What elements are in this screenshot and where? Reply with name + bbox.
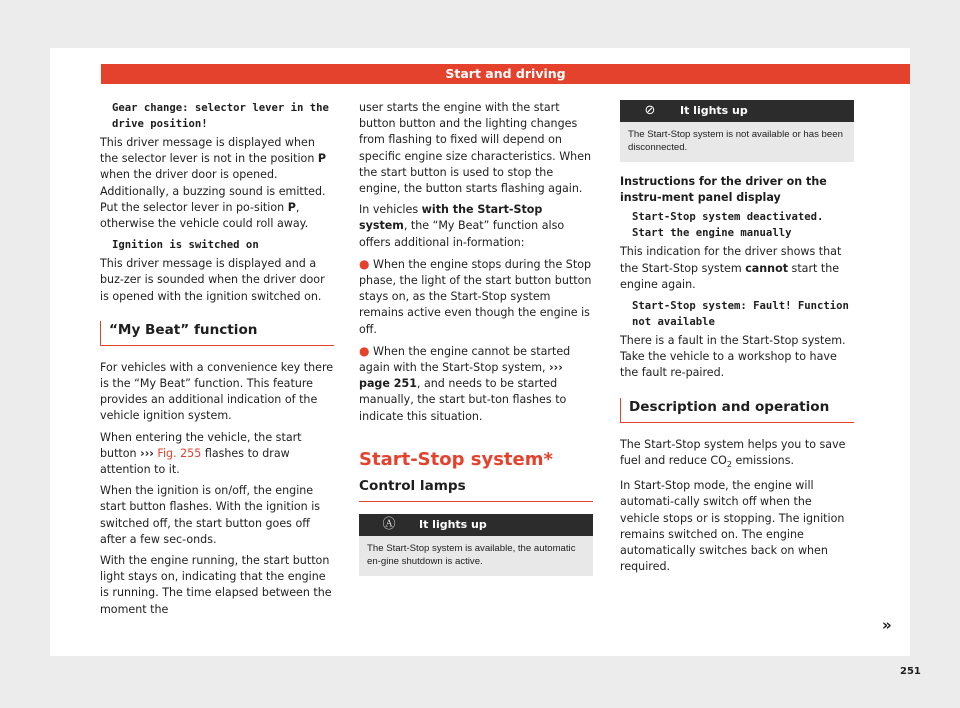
paragraph: For vehicles with a convenience key there is the “My Beat” function. This feature provides an additional indication of the vehicle ignition system. (100, 360, 334, 423)
control-lamp-header: ⊘ It lights up (620, 100, 854, 122)
continued-arrow-icon: » (882, 616, 892, 634)
control-lamp-description: The Start-Stop system is available, the automatic en-gine shutdown is active. (359, 536, 593, 576)
list-item: ● When the engine cannot be started again with the Start-Stop system, ››› page 251, and needs to be started manually, the start but-ton flashes to indicate this situation. (359, 343, 571, 423)
driver-message-gear-change: Gear change: selector lever in the drive position! (112, 102, 329, 130)
subsection-title-control-lamps: Control lamps (359, 477, 593, 502)
list-item: ● When the engine stops during the Stop phase, the light of the start button button stays on, as the Start-Stop system remains active even though the engine is off. (359, 256, 592, 336)
instructions-title: Instructions for the driver on the instru-ment panel display (620, 175, 827, 205)
paragraph: user starts the engine with the start button button and the lighting changes from flashing to fixed will depend on specific engine size characteristics. When the start button is used to stop the engine, the button starts flashing again. (359, 101, 592, 196)
driver-message-ignition: Ignition is switched on (112, 239, 259, 252)
paragraph: When the ignition is on/off, the engine start button flashes. With the ignition is switched off, the start button goes off after a few sec-onds. (100, 484, 321, 546)
paragraph: This driver message is displayed when the selector lever is not in the position P when the driver door is opened. Additionally, a buzzing sound is emitted. Put the selector lever in po-sition P, otherwise the vehicle could roll away. (100, 136, 327, 231)
paragraph: In vehicles with the Start-Stop system, the “My Beat” function also offers additional in-formation: (359, 203, 565, 249)
section-heading-my-beat: “My Beat” function (100, 321, 334, 346)
page (50, 48, 921, 677)
bullet-icon: ● (359, 256, 370, 271)
column-1 (100, 100, 334, 623)
chapter-header: Start and driving (101, 64, 910, 84)
section-title-start-stop: Start-Stop system* (359, 448, 553, 470)
control-lamp-description: The Start-Stop system is not available or has been disconnected. (620, 122, 854, 162)
column-3 (620, 100, 854, 580)
paragraph: In Start-Stop mode, the engine will automati-cally switch off when the vehicle stops or is stopping. The ignition remains switched on. The engine automatically switches back on when required. (620, 479, 845, 574)
column-2 (359, 100, 593, 588)
paragraph: When entering the vehicle, the start button ››› Fig. 255 flashes to draw attention to it. (100, 430, 302, 477)
page-link[interactable]: page 251 (359, 377, 417, 391)
paragraph: There is a fault in the Start-Stop system. Take the vehicle to a workshop to have the fault re-paired. (620, 334, 846, 380)
control-lamp-header: Ⓐ It lights up (359, 514, 593, 536)
driver-message-deactivated: Start-Stop system deactivated. Start the engine manually (632, 211, 824, 240)
start-stop-unavailable-icon: ⊘ (644, 103, 656, 118)
paragraph: With the engine running, the start button light stays on, indicating that the engine is running. The time elapsed between the moment the (100, 554, 332, 616)
page-number: 251 (900, 666, 921, 677)
bullet-icon: ● (359, 343, 370, 358)
paragraph: The Start-Stop system helps you to save fuel and reduce $CO_2$ emissions. (620, 437, 846, 470)
paragraph: This driver message is displayed and a buz-zer is sounded when the driver door is opened with the ignition switched on. (100, 257, 325, 303)
paragraph: This indication for the driver shows that the Start-Stop system cannot start the engine again. (620, 245, 842, 291)
figure-link[interactable]: Fig. 255 (157, 446, 202, 460)
section-heading-description: Description and operation (620, 398, 854, 423)
start-stop-available-icon: Ⓐ (382, 516, 396, 532)
driver-message-fault: Start-Stop system: Fault! Function not available (632, 300, 849, 329)
